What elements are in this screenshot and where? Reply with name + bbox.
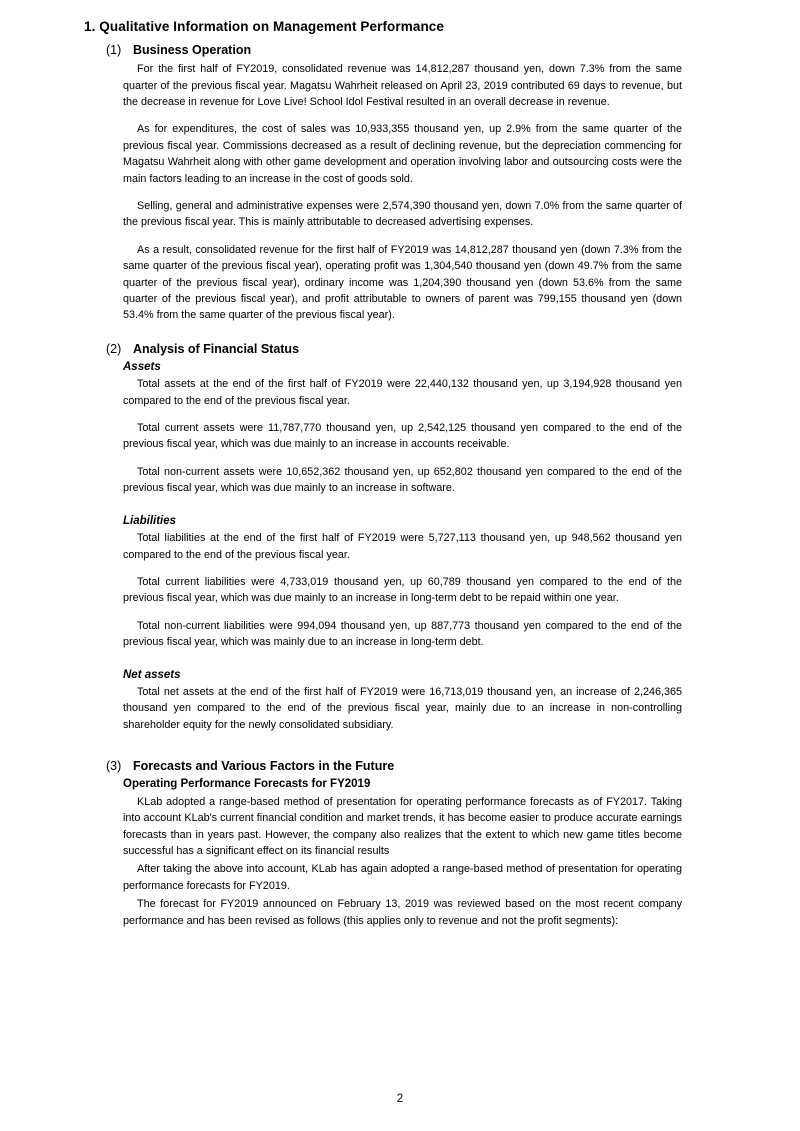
paragraph: Total net assets at the end of the first half of FY2019 were 16,713,019 thousand yen, an increase of 2,246,365 thousand yen compared to the end of the previous fiscal year, mainly due to an increase in non-controlling shareholder equity for the newly consolidated subsidiary. xyxy=(123,686,682,731)
paragraph: Total liabilities at the end of the first half of FY2019 were 5,727,113 thousand yen, up 948,562 thousand yen compared to the end of the previous fiscal year. xyxy=(123,532,682,561)
group-heading-assets: Assets xyxy=(123,360,161,373)
paragraph: After taking the above into account, KLab has again adopted a range-based method of presentation for operating performance forecasts for FY2019. xyxy=(123,863,682,892)
subsection-number: (1) xyxy=(106,43,122,58)
subsection-business-operation xyxy=(106,42,682,324)
paragraph: KLab adopted a range-based method of presentation for operating performance forecasts as of FY2017. Taking into account KLab's current financial condition and market trends, it has become easier to produce accurate earnings forecasts than in years past. However, the company also realizes that the extent to which new game titles become successful has a significant effect on its financial results xyxy=(123,795,682,857)
group-heading-liabilities: Liabilities xyxy=(123,514,177,527)
subsection-heading xyxy=(106,758,682,775)
paragraph: Total assets at the end of the first half of FY2019 were 22,440,132 thousand yen, up 3,194,928 thousand yen compared to the end of the previous fiscal year. xyxy=(123,378,682,407)
paragraph: Total non-current assets were 10,652,362 thousand yen, up 652,802 thousand yen compared to the end of the previous fiscal year, which was due mainly to an increase in software. xyxy=(123,465,682,495)
subsection-heading xyxy=(106,42,682,59)
paragraph: Total current liabilities were 4,733,019 thousand yen, up 60,789 thousand yen compared to the end of the previous fiscal year, which was due mainly to an increase in long-term debt to be repaid within one year. xyxy=(123,575,682,605)
paragraph: The forecast for FY2019 announced on February 13, 2019 was reviewed based on the most recent company performance and has been revised as follows (this applies only to revenue and not the profit segments): xyxy=(123,898,682,927)
paragraph: Total non-current liabilities were 994,094 thousand yen, up 887,773 thousand yen compared to the end of the previous fiscal year, which was mainly due to an increase in long-term debt. xyxy=(123,619,682,649)
subsection-forecasts xyxy=(106,758,682,929)
paragraph: For the first half of FY2019, consolidated revenue was 14,812,287 thousand yen, down 7.3% from the same quarter of the previous fiscal year. Magatsu Wahrheit released on April 23, 2019 contributed 69 days to revenue, but the decrease in revenue for Love Live! School Idol Festival resulted in an overall decrease in revenue. xyxy=(123,63,682,108)
group-heading-net-assets: Net assets xyxy=(123,668,181,681)
group-heading-forecasts: Operating Performance Forecasts for FY2019 xyxy=(123,778,371,791)
subsection-title: Analysis of Financial Status xyxy=(133,341,300,356)
subsection-financial-status xyxy=(106,341,682,734)
paragraph: As a result, consolidated revenue for the first half of FY2019 was 14,812,287 thousand yen (down 7.3% from the same quarter of the previous fiscal year), operating profit was 1,304,540 thousand yen (down 49.7% from the same quarter of the previous fiscal year), ordinary income was 1,204,390 thousand yen (down 53.6% from the same quarter of the previous fiscal year), and profit attributable to owners of parent was 799,155 thousand yen (down 53.4% from the same quarter of the previous fiscal year). xyxy=(123,243,682,322)
spacer xyxy=(84,744,682,758)
subsection-title: Business Operation xyxy=(133,43,252,58)
paragraph: Total current assets were 11,787,770 thousand yen, up 2,542,125 thousand yen compared to the end of the previous fiscal year, which was due mainly to an increase in accounts receivable. xyxy=(123,421,682,451)
page-number: 2 xyxy=(396,1093,404,1105)
subsection-number: (3) xyxy=(106,759,122,774)
paragraph: Selling, general and administrative expenses were 2,574,390 thousand yen, down 7.0% from the same quarter of the previous fiscal year. This is mainly attributable to decreased advertising expenses. xyxy=(123,199,682,229)
subsection-number: (2) xyxy=(106,341,122,356)
subsection-heading xyxy=(106,341,682,358)
subsection-title: Forecasts and Various Factors in the Future xyxy=(133,759,395,774)
page-title: 1. Qualitative Information on Management Performance xyxy=(84,19,445,34)
paragraph: As for expenditures, the cost of sales was 10,933,355 thousand yen, up 2.9% from the same quarter of the previous fiscal year. Commissions decreased as a result of declining revenue, but the depreciation commencing for Magatsu Wahrheit along with other game development and operation involving labor and outsourcing costs were the main factors leading to an increase in the cost of goods sold. xyxy=(123,123,682,185)
